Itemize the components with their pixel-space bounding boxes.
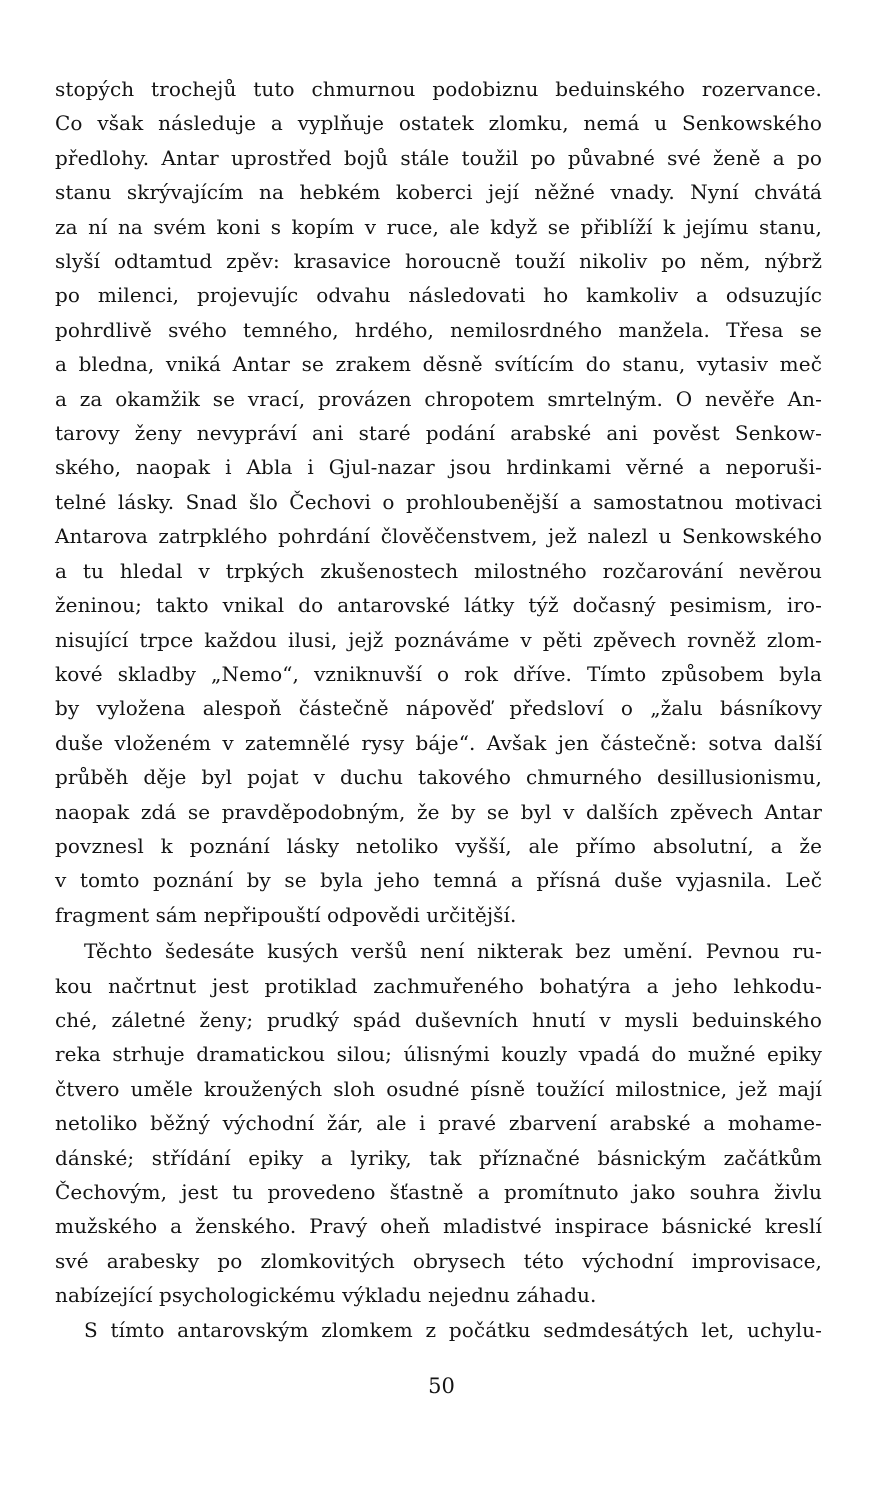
text-line: za ní na svém koni s kopím v ruce, ale když se přiblíží k jejímu stanu,: [55, 214, 822, 239]
text-line: Těchto šedesáte kusých veršů není nikterak bez umění. Pevnou ru-: [84, 939, 822, 964]
text-line: Co však následuje a vyplňuje ostatek zlomku, nemá u Senkowského: [55, 111, 822, 136]
text-line: by vyložena alespoň částečně nápověď předsloví o „žalu básníkovy: [55, 696, 822, 721]
text-line: stanu skrývajícím na hebkém koberci její něžné vnady. Nyní chvátá: [55, 180, 822, 205]
text-line: kou načrtnut jest protiklad zachmuřeného bohatýra a jeho lehkodu-: [55, 973, 822, 998]
text-line: ského, naopak i Abla i Gjul-nazar jsou hrdinkami věrné a neporuši-: [55, 455, 822, 480]
text-line: Antarova zatrpklého pohrdání člověčenstvem, jež nalezl u Senkowského: [55, 524, 822, 549]
text-line: a tu hledal v trpkých zkušenostech milostného rozčarování nevěrou: [55, 558, 822, 583]
text-line: telné lásky. Snad šlo Čechovi o prohloubenější a samostatnou motivaci: [55, 489, 822, 514]
text-line: duše vloženém v zatemnělé rysy báje“. Avšak jen částečně: sotva další: [55, 730, 822, 755]
text-line: čtvero uměle kroužených sloh osudné písně toužící milostnice, jež mají: [55, 1076, 822, 1101]
text-line: průběh děje byl pojat v duchu takového chmurného desillusionismu,: [55, 765, 822, 790]
text-line: nisující trpce každou ilusi, jejž poznáváme v pěti zpěvech rovněž zlom-: [55, 627, 822, 652]
text-line: stopých trochejů tuto chmurnou podobiznu beduinského rozervance.: [55, 77, 822, 101]
text-line: ženinou; takto vnikal do antarovské látky týž dočasný pesimism, iro-: [55, 593, 822, 618]
text-line: kové skladby „Nemo“, vzniknuvší o rok dříve. Tímto způsobem byla: [55, 661, 822, 686]
text-line: ché, záletné ženy; prudký spád duševních hnutí v mysli beduinského: [55, 1007, 822, 1032]
text-line: v tomto poznání by se byla jeho temná a přísná duše vyjasnila. Leč: [55, 868, 822, 893]
text-line: předlohy. Antar uprostřed bojů stále toužil po půvabné své ženě a po: [55, 145, 822, 170]
page-number: 50: [428, 1374, 455, 1398]
body-text: [55, 72, 822, 1347]
text-line: reka strhuje dramatickou silou; úlisnými kouzly vpadá do mužné epiky: [55, 1042, 822, 1067]
text-line: své arabesky po zlomkovitých obrysech této východní improvisace,: [55, 1248, 822, 1273]
text-line: fragment sám nepřipouští odpovědi určitější.: [55, 902, 517, 927]
text-line: S tímto antarovským zlomkem z počátku sedmdesátých let, uchylu-: [84, 1317, 822, 1342]
text-line: Čechovým, jest tu provedeno šťastně a promítnuto jako souhra živlu: [55, 1180, 822, 1204]
text-line: a za okamžik se vrací, provázen chropotem smrtelným. O nevěře An-: [55, 386, 822, 411]
text-line: po milenci, projevujíc odvahu následovati ho kamkoliv a odsuzujíc: [55, 283, 822, 308]
text-line: slyší odtamtud zpěv: krasavice horoucně touží nikoliv po něm, nýbrž: [55, 249, 822, 274]
text-line: netoliko běžný východní žár, ale i pravé zbarvení arabské a mohame-: [55, 1111, 822, 1136]
text-line: pohrdlivě svého temného, hrdého, nemilosrdného manžela. Třesa se: [55, 317, 822, 342]
text-line: mužského a ženského. Pravý oheň mladistvé inspirace básnické kreslí: [55, 1214, 822, 1239]
text-line: dánské; střídání epiky a lyriky, tak příznačné básnickým začátkům: [55, 1145, 822, 1170]
text-line: naopak zdá se pravděpodobným, že by se byl v dalších zpěvech Antar: [55, 799, 822, 824]
text-line: tarovy ženy nevypráví ani staré podání arabské ani pověst Senkow-: [55, 421, 822, 446]
text-line: nabízející psychologickému výkladu nejednu záhadu.: [55, 1283, 597, 1308]
text-line: povznesl k poznání lásky netoliko vyšší, ale přímo absolutní, a že: [55, 833, 822, 858]
text-line: a bledna, vniká Antar se zrakem děsně svítícím do stanu, vytasiv meč: [55, 352, 822, 377]
